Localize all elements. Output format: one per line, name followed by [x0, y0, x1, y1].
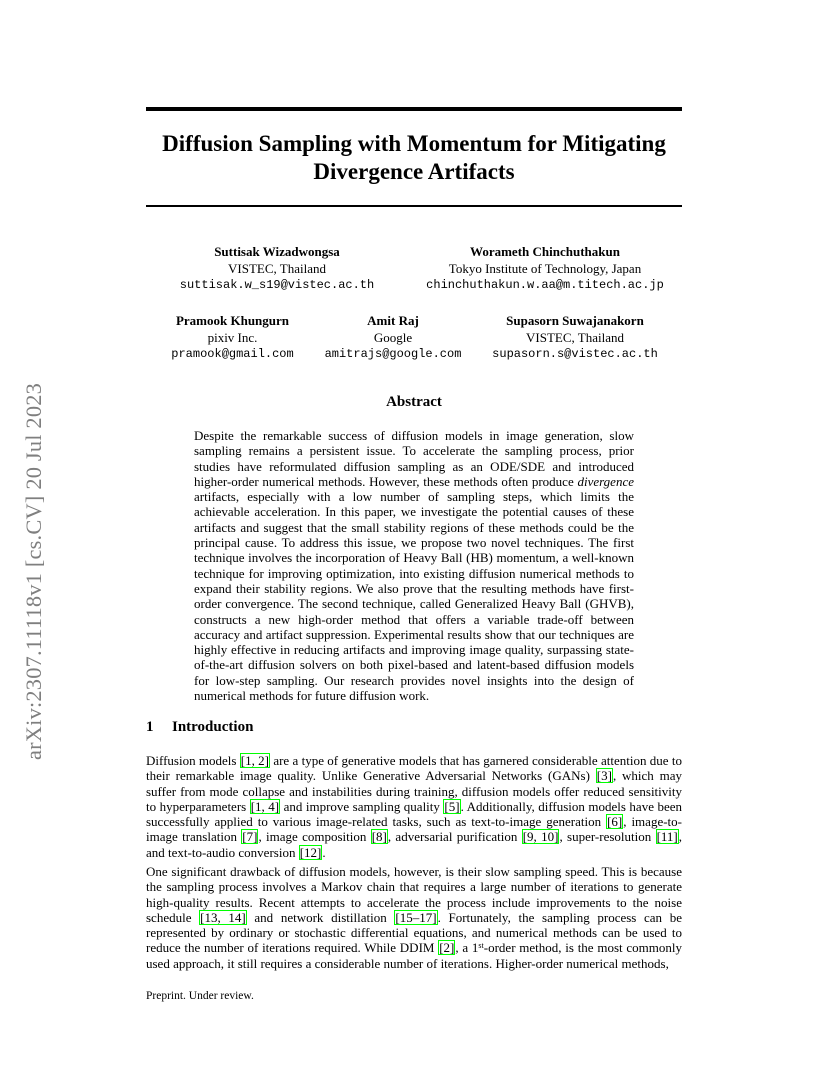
- author-name: Worameth Chinchuthakun: [470, 244, 620, 259]
- author-2: [400, 243, 690, 294]
- citation-link[interactable]: [13, 14]: [200, 909, 246, 925]
- citation-link[interactable]: [12]: [299, 844, 322, 860]
- paragraph-text: , a 1: [455, 940, 479, 956]
- section-title: Introduction: [172, 719, 254, 735]
- paragraph-text: , image-to-image translation: [146, 814, 682, 845]
- citation-link[interactable]: [5]: [444, 798, 460, 814]
- author-email[interactable]: chinchuthakun.w.aa@m.titech.ac.jp: [426, 278, 664, 292]
- author-name: Supasorn Suwajanakorn: [506, 313, 644, 328]
- author-affiliation: VISTEC, Thailand: [526, 330, 624, 345]
- paragraph-text: , super-resolution: [559, 829, 656, 845]
- paragraph-text: . Fortunately, the sampling process can be represented by ordinary or stochastic differential equations, and numerical methods can be used to reduce the number of iterations required. While DDIM: [146, 909, 682, 956]
- title-rule-bottom: [146, 205, 682, 207]
- citation-link[interactable]: [11]: [656, 829, 678, 845]
- paragraph-text: . Additionally, diffusion models have been successfully applied to various image-related tasks, such as text-to-image generation: [146, 798, 682, 830]
- paragraph-text: , and text-to-audio conversion: [146, 829, 682, 860]
- section-number: 1: [146, 719, 154, 735]
- author-affiliation: VISTEC, Thailand: [228, 261, 326, 276]
- abstract-heading: Abstract: [386, 394, 442, 410]
- paragraph-text: .: [322, 844, 326, 860]
- author-name: Amit Raj: [367, 313, 419, 328]
- author-1: [162, 243, 392, 294]
- author-email[interactable]: supasorn.s@vistec.ac.th: [492, 347, 658, 361]
- abstract-body: [194, 428, 634, 703]
- paragraph-text: , adversarial purification: [387, 829, 522, 845]
- paragraph-text: -order method, is the most commonly used approach, it still requires a considerable number of iterations. Higher-order numerical methods,: [146, 940, 682, 971]
- paragraph-text: Diffusion models: [146, 753, 240, 768]
- author-3: [160, 312, 305, 363]
- abstract-text: artifacts, especially with a low number of sampling steps, which limits the achievable acceleration. In this paper, we investigate the potential causes of these artifacts and suggest that the small stability regions of these methods could be the principal cause. To address this issue, we propose two novel techniques. The first technique involves the incorporation of Heavy Ball (HB) momentum, a well-known technique for improving optimization, into existing diffusion numerical methods to expand their stability regions. We also prove that the resulting methods have first-order convergence. The second technique, called Generalized Heavy Ball (GHVB), constructs a new high-order method that offers a variable trade-off between accuracy and artifact suppression. Experimental results show that our techniques are highly effective in reducing artifacts and improving image quality, surpassing state-of-the-art diffusion solvers on both pixel-based and latent-based diffusion models for low-step sampling. Our research provides novel insights into the design of numerical methods for future diffusion work.: [194, 489, 634, 704]
- author-email[interactable]: amitrajs@google.com: [324, 347, 462, 361]
- author-affiliation: Tokyo Institute of Technology, Japan: [448, 261, 642, 276]
- paragraph-text: One significant drawback of diffusion models, however, is their slow sampling speed. This is because the sampling process involves a Markov chain that requires a large number of iterations to generate high-quality results. Recent attempts to accelerate the process include improvements to the noise schedule: [146, 864, 682, 925]
- author-email[interactable]: pramook@gmail.com: [171, 347, 294, 361]
- section-heading: [146, 719, 253, 736]
- superscript: st: [478, 941, 484, 951]
- author-name: Suttisak Wizadwongsa: [214, 244, 340, 259]
- paragraph-text: , image composition: [258, 829, 371, 845]
- intro-paragraph-2: [146, 864, 682, 971]
- author-affiliation: Google: [373, 330, 413, 345]
- citation-link[interactable]: [9, 10]: [522, 829, 559, 845]
- paragraph-text: are a type of generative models that has garnered considerable attention due to their remarkable image quality. Unlike Generative Adversarial Networks (GANs): [146, 753, 682, 784]
- intro-paragraph-1: [146, 753, 682, 860]
- paper-title: Diffusion Sampling with Momentum for Mitigating Divergence Artifacts: [162, 131, 666, 184]
- author-4: [318, 312, 468, 363]
- author-affiliation: pixiv Inc.: [207, 330, 258, 345]
- paragraph-text: and network distillation: [246, 909, 395, 925]
- paragraph-text: , which may suffer from mode collapse and instabilities during training, diffusion models offer reduced sensitivity to hyperparameters: [146, 768, 682, 814]
- page-footer: Preprint. Under review.: [146, 990, 254, 1002]
- abstract-text: Despite the remarkable success of diffusion models in image generation, slow sampling remains a persistent issue. To accelerate the sampling process, prior studies have reformulated diffusion sampling as an ODE/SDE and introduced higher-order numerical methods. However, these methods often produce: [194, 428, 634, 489]
- citation-link[interactable]: [7]: [242, 829, 258, 845]
- citation-link[interactable]: [3]: [596, 768, 612, 784]
- author-name: Pramook Khungurn: [175, 313, 290, 328]
- author-email[interactable]: suttisak.w_s19@vistec.ac.th: [179, 278, 375, 292]
- citation-link[interactable]: [8]: [371, 829, 387, 845]
- paragraph-text: and improve sampling quality: [280, 798, 444, 814]
- citation-link[interactable]: [1, 4]: [250, 798, 280, 814]
- citation-link[interactable]: [15–17]: [395, 909, 437, 925]
- citation-link[interactable]: [1, 2]: [240, 753, 270, 768]
- citation-link[interactable]: [2]: [439, 940, 455, 956]
- author-5: [486, 312, 664, 363]
- title-rule-top: [146, 107, 682, 111]
- arxiv-identifier[interactable]: arXiv:2307.11118v1 [cs.CV] 20 Jul 2023: [21, 382, 46, 760]
- abstract-italic-term: divergence: [577, 473, 634, 489]
- citation-link[interactable]: [6]: [607, 814, 623, 830]
